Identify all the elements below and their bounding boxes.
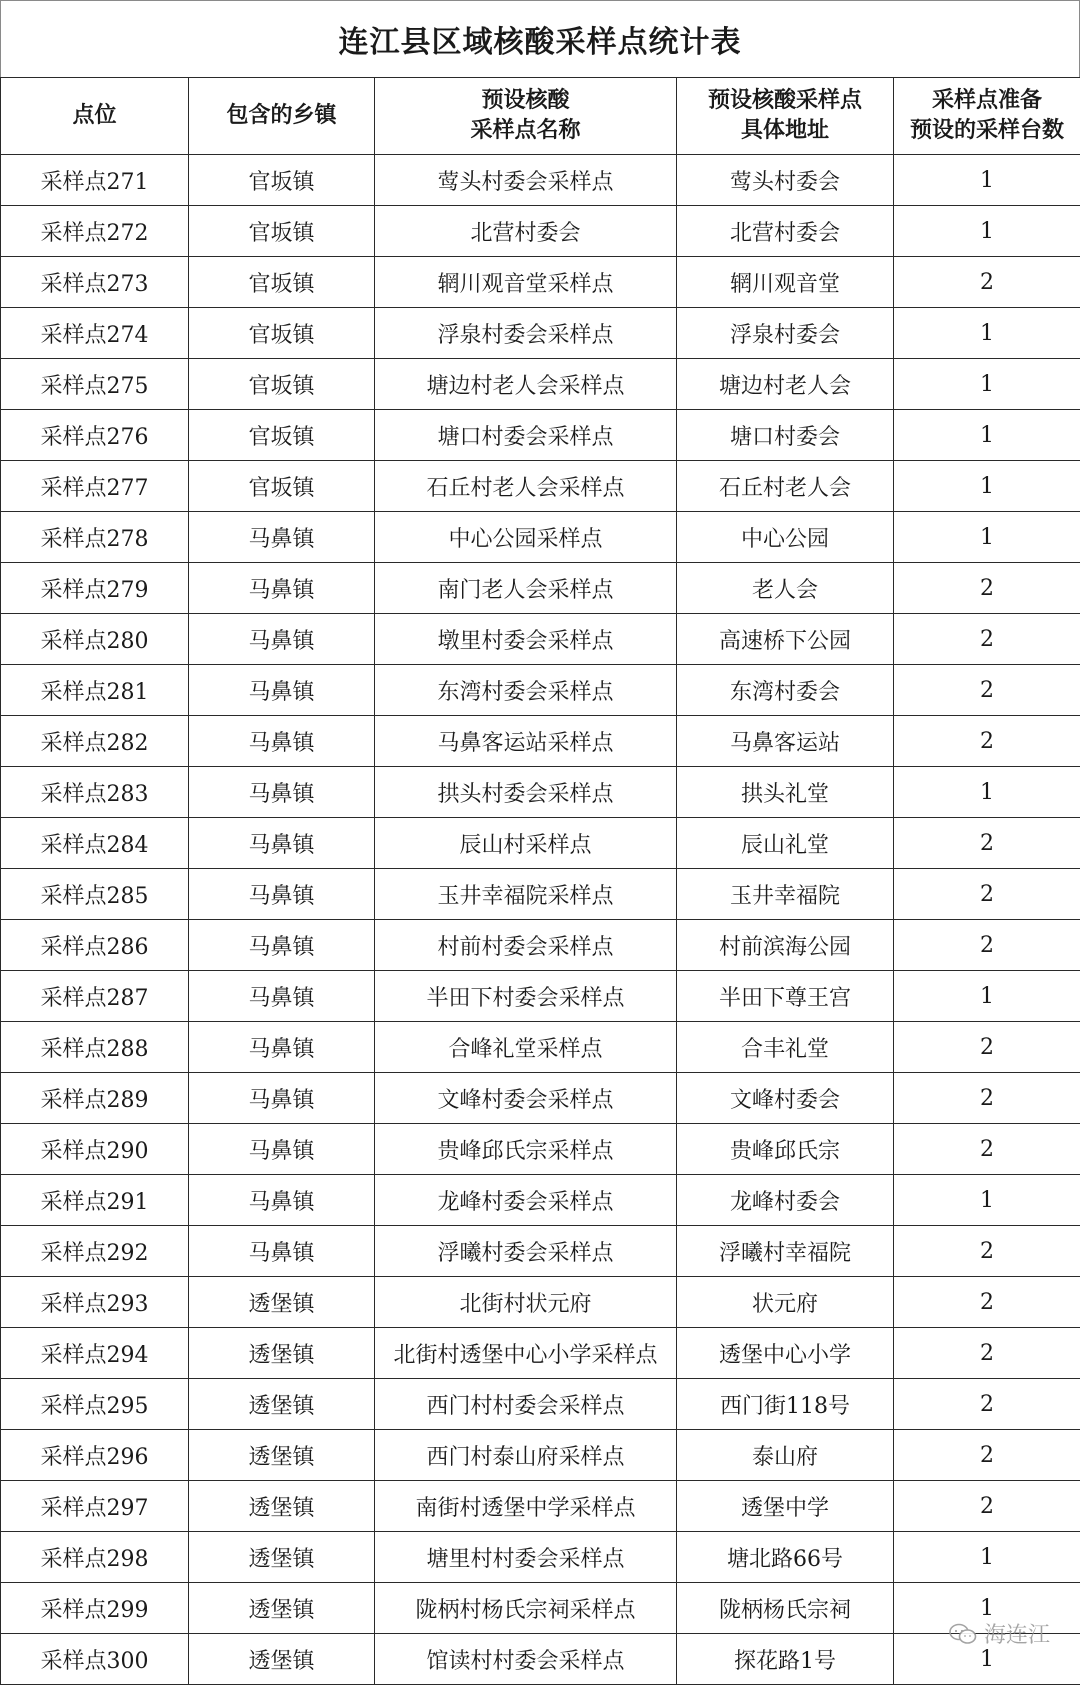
cell-town: 马鼻镇 <box>189 614 375 665</box>
cell-town: 马鼻镇 <box>189 665 375 716</box>
cell-site-address: 石丘村老人会 <box>677 461 894 512</box>
cell-town: 马鼻镇 <box>189 818 375 869</box>
table-row <box>1 1277 1080 1328</box>
cell-town: 官坂镇 <box>189 461 375 512</box>
cell-station-count: 2 <box>894 563 1080 614</box>
cell-station-count: 2 <box>894 1379 1080 1430</box>
cell-site-name: 墩里村委会采样点 <box>375 614 677 665</box>
cell-station-count: 2 <box>894 1328 1080 1379</box>
table-row <box>1 257 1080 308</box>
cell-site-address: 探花路1号 <box>677 1634 894 1685</box>
cell-site-address: 马鼻客运站 <box>677 716 894 767</box>
header-point <box>1 78 189 155</box>
cell-town: 官坂镇 <box>189 410 375 461</box>
cell-site-address: 东湾村委会 <box>677 665 894 716</box>
cell-site-address: 辰山礼堂 <box>677 818 894 869</box>
cell-site-name: 莺头村委会采样点 <box>375 155 677 206</box>
cell-point: 采样点292 <box>1 1226 189 1277</box>
cell-site-name: 塘里村村委会采样点 <box>375 1532 677 1583</box>
cell-site-name: 陇柄村杨氏宗祠采样点 <box>375 1583 677 1634</box>
header-line: 包含的乡镇 <box>226 103 337 128</box>
table-row <box>1 512 1080 563</box>
cell-town: 官坂镇 <box>189 257 375 308</box>
cell-station-count: 2 <box>894 716 1080 767</box>
cell-site-name: 石丘村老人会采样点 <box>375 461 677 512</box>
cell-site-address: 浮泉村委会 <box>677 308 894 359</box>
cell-station-count: 1 <box>894 359 1080 410</box>
cell-town: 官坂镇 <box>189 206 375 257</box>
cell-point: 采样点287 <box>1 971 189 1022</box>
cell-point: 采样点276 <box>1 410 189 461</box>
table-row <box>1 1532 1080 1583</box>
cell-site-name: 龙峰村委会采样点 <box>375 1175 677 1226</box>
cell-town: 官坂镇 <box>189 359 375 410</box>
cell-site-address: 合丰礼堂 <box>677 1022 894 1073</box>
table-row <box>1 1379 1080 1430</box>
cell-point: 采样点297 <box>1 1481 189 1532</box>
cell-station-count: 1 <box>894 1175 1080 1226</box>
cell-site-name: 文峰村委会采样点 <box>375 1073 677 1124</box>
table-row <box>1 1430 1080 1481</box>
cell-point: 采样点273 <box>1 257 189 308</box>
cell-point: 采样点285 <box>1 869 189 920</box>
cell-site-name: 浮泉村委会采样点 <box>375 308 677 359</box>
cell-town: 官坂镇 <box>189 155 375 206</box>
cell-site-name: 南门老人会采样点 <box>375 563 677 614</box>
table-row <box>1 1022 1080 1073</box>
cell-point: 采样点293 <box>1 1277 189 1328</box>
cell-point: 采样点279 <box>1 563 189 614</box>
table-row <box>1 461 1080 512</box>
cell-station-count: 1 <box>894 206 1080 257</box>
cell-point: 采样点291 <box>1 1175 189 1226</box>
cell-station-count: 2 <box>894 869 1080 920</box>
cell-point: 采样点272 <box>1 206 189 257</box>
cell-site-name: 马鼻客运站采样点 <box>375 716 677 767</box>
cell-point: 采样点300 <box>1 1634 189 1685</box>
cell-point: 采样点277 <box>1 461 189 512</box>
header-station-count <box>894 78 1080 155</box>
cell-point: 采样点284 <box>1 818 189 869</box>
cell-station-count: 1 <box>894 308 1080 359</box>
cell-station-count: 1 <box>894 155 1080 206</box>
header-line: 预设核酸 <box>481 88 570 113</box>
header-site-name <box>375 78 677 155</box>
table-row <box>1 818 1080 869</box>
table-row <box>1 563 1080 614</box>
cell-site-address: 透堡中心小学 <box>677 1328 894 1379</box>
cell-site-name: 东湾村委会采样点 <box>375 665 677 716</box>
cell-town: 透堡镇 <box>189 1277 375 1328</box>
table-row <box>1 716 1080 767</box>
table-row <box>1 665 1080 716</box>
cell-point: 采样点283 <box>1 767 189 818</box>
cell-town: 透堡镇 <box>189 1328 375 1379</box>
cell-town: 透堡镇 <box>189 1430 375 1481</box>
cell-site-address: 西门街118号 <box>677 1379 894 1430</box>
cell-station-count: 1 <box>894 461 1080 512</box>
header-line: 点位 <box>72 103 117 128</box>
cell-site-name: 辋川观音堂采样点 <box>375 257 677 308</box>
cell-point: 采样点299 <box>1 1583 189 1634</box>
cell-point: 采样点295 <box>1 1379 189 1430</box>
cell-station-count: 2 <box>894 920 1080 971</box>
cell-site-name: 北营村委会 <box>375 206 677 257</box>
cell-site-name: 贵峰邱氏宗采样点 <box>375 1124 677 1175</box>
cell-site-address: 陇柄杨氏宗祠 <box>677 1583 894 1634</box>
cell-point: 采样点288 <box>1 1022 189 1073</box>
table-row <box>1 206 1080 257</box>
cell-town: 透堡镇 <box>189 1634 375 1685</box>
cell-point: 采样点274 <box>1 308 189 359</box>
cell-station-count: 2 <box>894 614 1080 665</box>
cell-point: 采样点296 <box>1 1430 189 1481</box>
cell-town: 马鼻镇 <box>189 971 375 1022</box>
table-row <box>1 1124 1080 1175</box>
cell-station-count: 2 <box>894 1022 1080 1073</box>
cell-town: 马鼻镇 <box>189 512 375 563</box>
cell-station-count: 2 <box>894 1073 1080 1124</box>
watermark <box>948 1618 1050 1649</box>
cell-station-count: 2 <box>894 1226 1080 1277</box>
cell-site-name: 塘口村委会采样点 <box>375 410 677 461</box>
cell-town: 马鼻镇 <box>189 1175 375 1226</box>
cell-site-name: 西门村村委会采样点 <box>375 1379 677 1430</box>
cell-site-address: 半田下尊王宫 <box>677 971 894 1022</box>
header-site-address <box>677 78 894 155</box>
cell-site-name: 浮曦村委会采样点 <box>375 1226 677 1277</box>
cell-town: 马鼻镇 <box>189 1073 375 1124</box>
cell-site-address: 辋川观音堂 <box>677 257 894 308</box>
cell-town: 马鼻镇 <box>189 1022 375 1073</box>
cell-site-address: 龙峰村委会 <box>677 1175 894 1226</box>
cell-station-count: 2 <box>894 818 1080 869</box>
cell-site-address: 贵峰邱氏宗 <box>677 1124 894 1175</box>
cell-town: 马鼻镇 <box>189 869 375 920</box>
cell-town: 透堡镇 <box>189 1379 375 1430</box>
table-row <box>1 1583 1080 1634</box>
table-header <box>1 78 1080 155</box>
cell-point: 采样点294 <box>1 1328 189 1379</box>
cell-point: 采样点282 <box>1 716 189 767</box>
cell-site-name: 合峰礼堂采样点 <box>375 1022 677 1073</box>
cell-station-count: 1 <box>894 767 1080 818</box>
table-row <box>1 359 1080 410</box>
cell-site-address: 北营村委会 <box>677 206 894 257</box>
wechat-icon <box>948 1623 978 1645</box>
cell-site-name: 塘边村老人会采样点 <box>375 359 677 410</box>
cell-site-address: 泰山府 <box>677 1430 894 1481</box>
header-row <box>1 78 1080 155</box>
cell-point: 采样点275 <box>1 359 189 410</box>
cell-site-address: 文峰村委会 <box>677 1073 894 1124</box>
header-line: 具体地址 <box>740 118 829 143</box>
table-row <box>1 869 1080 920</box>
cell-station-count: 2 <box>894 1430 1080 1481</box>
cell-site-address: 状元府 <box>677 1277 894 1328</box>
table-title: 连江县区域核酸采样点统计表 <box>0 0 1080 77</box>
cell-town: 透堡镇 <box>189 1481 375 1532</box>
cell-point: 采样点278 <box>1 512 189 563</box>
cell-point: 采样点289 <box>1 1073 189 1124</box>
cell-site-name: 北街村透堡中心小学采样点 <box>375 1328 677 1379</box>
cell-town: 透堡镇 <box>189 1583 375 1634</box>
cell-point: 采样点290 <box>1 1124 189 1175</box>
cell-point: 采样点286 <box>1 920 189 971</box>
table-body <box>1 155 1080 1685</box>
cell-site-address: 玉井幸福院 <box>677 869 894 920</box>
cell-station-count: 1 <box>894 512 1080 563</box>
cell-town: 官坂镇 <box>189 308 375 359</box>
sampling-points-table <box>0 77 1080 1685</box>
cell-town: 马鼻镇 <box>189 1124 375 1175</box>
cell-station-count: 2 <box>894 1277 1080 1328</box>
cell-site-address: 透堡中学 <box>677 1481 894 1532</box>
cell-point: 采样点298 <box>1 1532 189 1583</box>
cell-site-address: 老人会 <box>677 563 894 614</box>
header-town <box>189 78 375 155</box>
table-row <box>1 155 1080 206</box>
cell-site-address: 村前滨海公园 <box>677 920 894 971</box>
cell-site-address: 中心公园 <box>677 512 894 563</box>
table-row <box>1 1634 1080 1685</box>
cell-point: 采样点271 <box>1 155 189 206</box>
cell-town: 马鼻镇 <box>189 1226 375 1277</box>
cell-station-count: 2 <box>894 1124 1080 1175</box>
table-row <box>1 1073 1080 1124</box>
cell-site-name: 西门村泰山府采样点 <box>375 1430 677 1481</box>
cell-site-address: 塘口村委会 <box>677 410 894 461</box>
cell-town: 马鼻镇 <box>189 716 375 767</box>
cell-site-name: 村前村委会采样点 <box>375 920 677 971</box>
cell-site-address: 莺头村委会 <box>677 155 894 206</box>
cell-site-address: 高速桥下公园 <box>677 614 894 665</box>
header-line: 采样点名称 <box>470 118 581 143</box>
cell-station-count: 1 <box>894 1634 1080 1685</box>
cell-site-address: 拱头礼堂 <box>677 767 894 818</box>
cell-point: 采样点280 <box>1 614 189 665</box>
table-row <box>1 1328 1080 1379</box>
cell-station-count: 1 <box>894 1532 1080 1583</box>
header-line: 预设核酸采样点 <box>707 88 862 113</box>
cell-site-address: 塘北路66号 <box>677 1532 894 1583</box>
cell-station-count: 2 <box>894 1481 1080 1532</box>
header-line: 采样点准备 <box>931 88 1042 113</box>
cell-site-name: 半田下村委会采样点 <box>375 971 677 1022</box>
header-line: 预设的采样台数 <box>909 118 1064 143</box>
cell-site-name: 拱头村委会采样点 <box>375 767 677 818</box>
cell-site-name: 玉井幸福院采样点 <box>375 869 677 920</box>
cell-town: 透堡镇 <box>189 1532 375 1583</box>
cell-town: 马鼻镇 <box>189 920 375 971</box>
cell-site-name: 南街村透堡中学采样点 <box>375 1481 677 1532</box>
cell-site-name: 中心公园采样点 <box>375 512 677 563</box>
table-row <box>1 410 1080 461</box>
cell-town: 马鼻镇 <box>189 563 375 614</box>
table-row <box>1 614 1080 665</box>
cell-point: 采样点281 <box>1 665 189 716</box>
table-row <box>1 767 1080 818</box>
cell-site-address: 塘边村老人会 <box>677 359 894 410</box>
table-row <box>1 971 1080 1022</box>
cell-site-address: 浮曦村幸福院 <box>677 1226 894 1277</box>
table-row <box>1 1226 1080 1277</box>
cell-station-count: 2 <box>894 257 1080 308</box>
cell-station-count: 1 <box>894 1583 1080 1634</box>
cell-site-name: 馆读村村委会采样点 <box>375 1634 677 1685</box>
cell-station-count: 1 <box>894 971 1080 1022</box>
cell-site-name: 北街村状元府 <box>375 1277 677 1328</box>
cell-station-count: 2 <box>894 665 1080 716</box>
table-row <box>1 308 1080 359</box>
table-row <box>1 920 1080 971</box>
table-row <box>1 1481 1080 1532</box>
watermark-text: 海连江 <box>983 1623 1050 1648</box>
cell-site-name: 辰山村采样点 <box>375 818 677 869</box>
table-row <box>1 1175 1080 1226</box>
cell-town: 马鼻镇 <box>189 767 375 818</box>
cell-station-count: 1 <box>894 410 1080 461</box>
